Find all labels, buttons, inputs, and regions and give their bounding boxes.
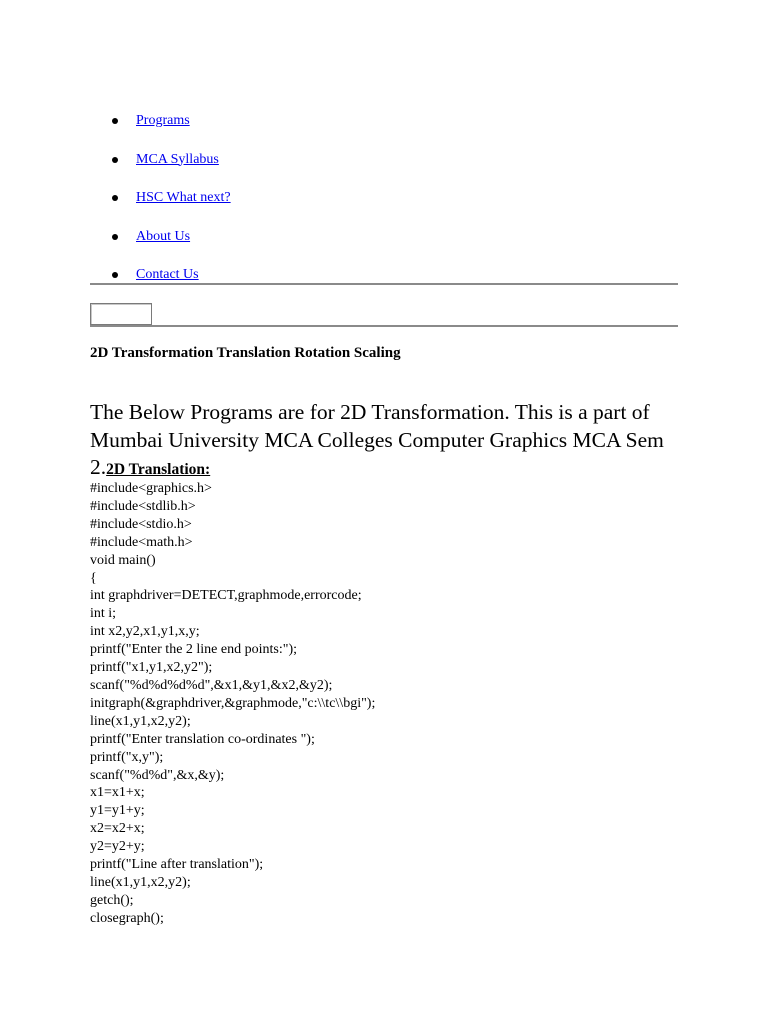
bullet-icon [112,234,118,240]
bullet-icon [112,272,118,278]
section-heading: 2D Translation: [106,461,211,478]
nav-link-programs[interactable]: Programs [136,113,190,128]
nav-link-hsc-what-next[interactable]: HSC What next? [136,190,231,205]
code-line: y1=y1+y; [90,803,145,819]
nav-item-mca-syllabus [90,146,678,185]
code-line: int i; [90,606,117,622]
code-line: printf("Line after translation"); [90,857,264,873]
code-line: line(x1,y1,x2,y2); [90,713,191,729]
code-line: scanf("%d%d%d%d",&x1,&y1,&x2,&y2); [90,677,333,693]
nav-menu [90,107,678,300]
intro-text: The Below Programs are for 2D Transformation. This is a part of Mumbai University MCA Colleges Computer Graphics MCA Sem 2. [90,400,664,479]
code-line: #include<stdlib.h> [90,498,196,514]
nav-item-programs [90,107,678,146]
code-line: x2=x2+x; [90,821,145,837]
nav-link-about-us[interactable]: About Us [136,228,191,244]
nav-item-hsc-what-next [90,184,678,223]
code-line: printf("x,y"); [90,749,164,765]
code-line: #include<stdio.h> [90,516,192,532]
nav-link-mca-syllabus[interactable]: MCA Syllabus [136,151,219,167]
code-line: int graphdriver=DETECT,graphmode,errorcode; [90,588,362,604]
code-line: printf("Enter translation co-ordinates "); [90,731,315,747]
post-title: 2D Transformation Translation Rotation Scaling [90,345,401,361]
code-line: initgraph(&graphdriver,&graphmode,"c:\\tc\\bgi"); [90,695,376,711]
post-intro [90,399,690,484]
nav-link-contact-us[interactable]: Contact Us [136,267,199,282]
code-line: getch(); [90,892,134,908]
divider-top [90,283,678,285]
code-line: printf("x1,y1,x2,y2"); [90,660,213,676]
bullet-icon [112,157,118,163]
bullet-icon [112,195,118,201]
code-line: #include<math.h> [90,534,193,550]
nav-item-contact-us [90,261,678,300]
code-listing [90,480,375,928]
code-line: #include<graphics.h> [90,481,212,496]
code-line: closegraph(); [90,910,164,926]
code-line: void main() [90,552,156,568]
code-line: int x2,y2,x1,y1,x,y; [90,624,200,640]
search-input[interactable] [90,303,152,325]
code-line: line(x1,y1,x2,y2); [90,874,191,890]
code-line: { [90,570,97,586]
divider-bottom [90,325,678,327]
code-line: y2=y2+y; [90,839,145,855]
code-line: printf("Enter the 2 line end points:"); [90,642,297,658]
nav-item-about-us [90,223,678,262]
code-line: x1=x1+x; [90,785,145,801]
bullet-icon [112,118,118,124]
code-line: scanf("%d%d",&x,&y); [90,767,225,783]
